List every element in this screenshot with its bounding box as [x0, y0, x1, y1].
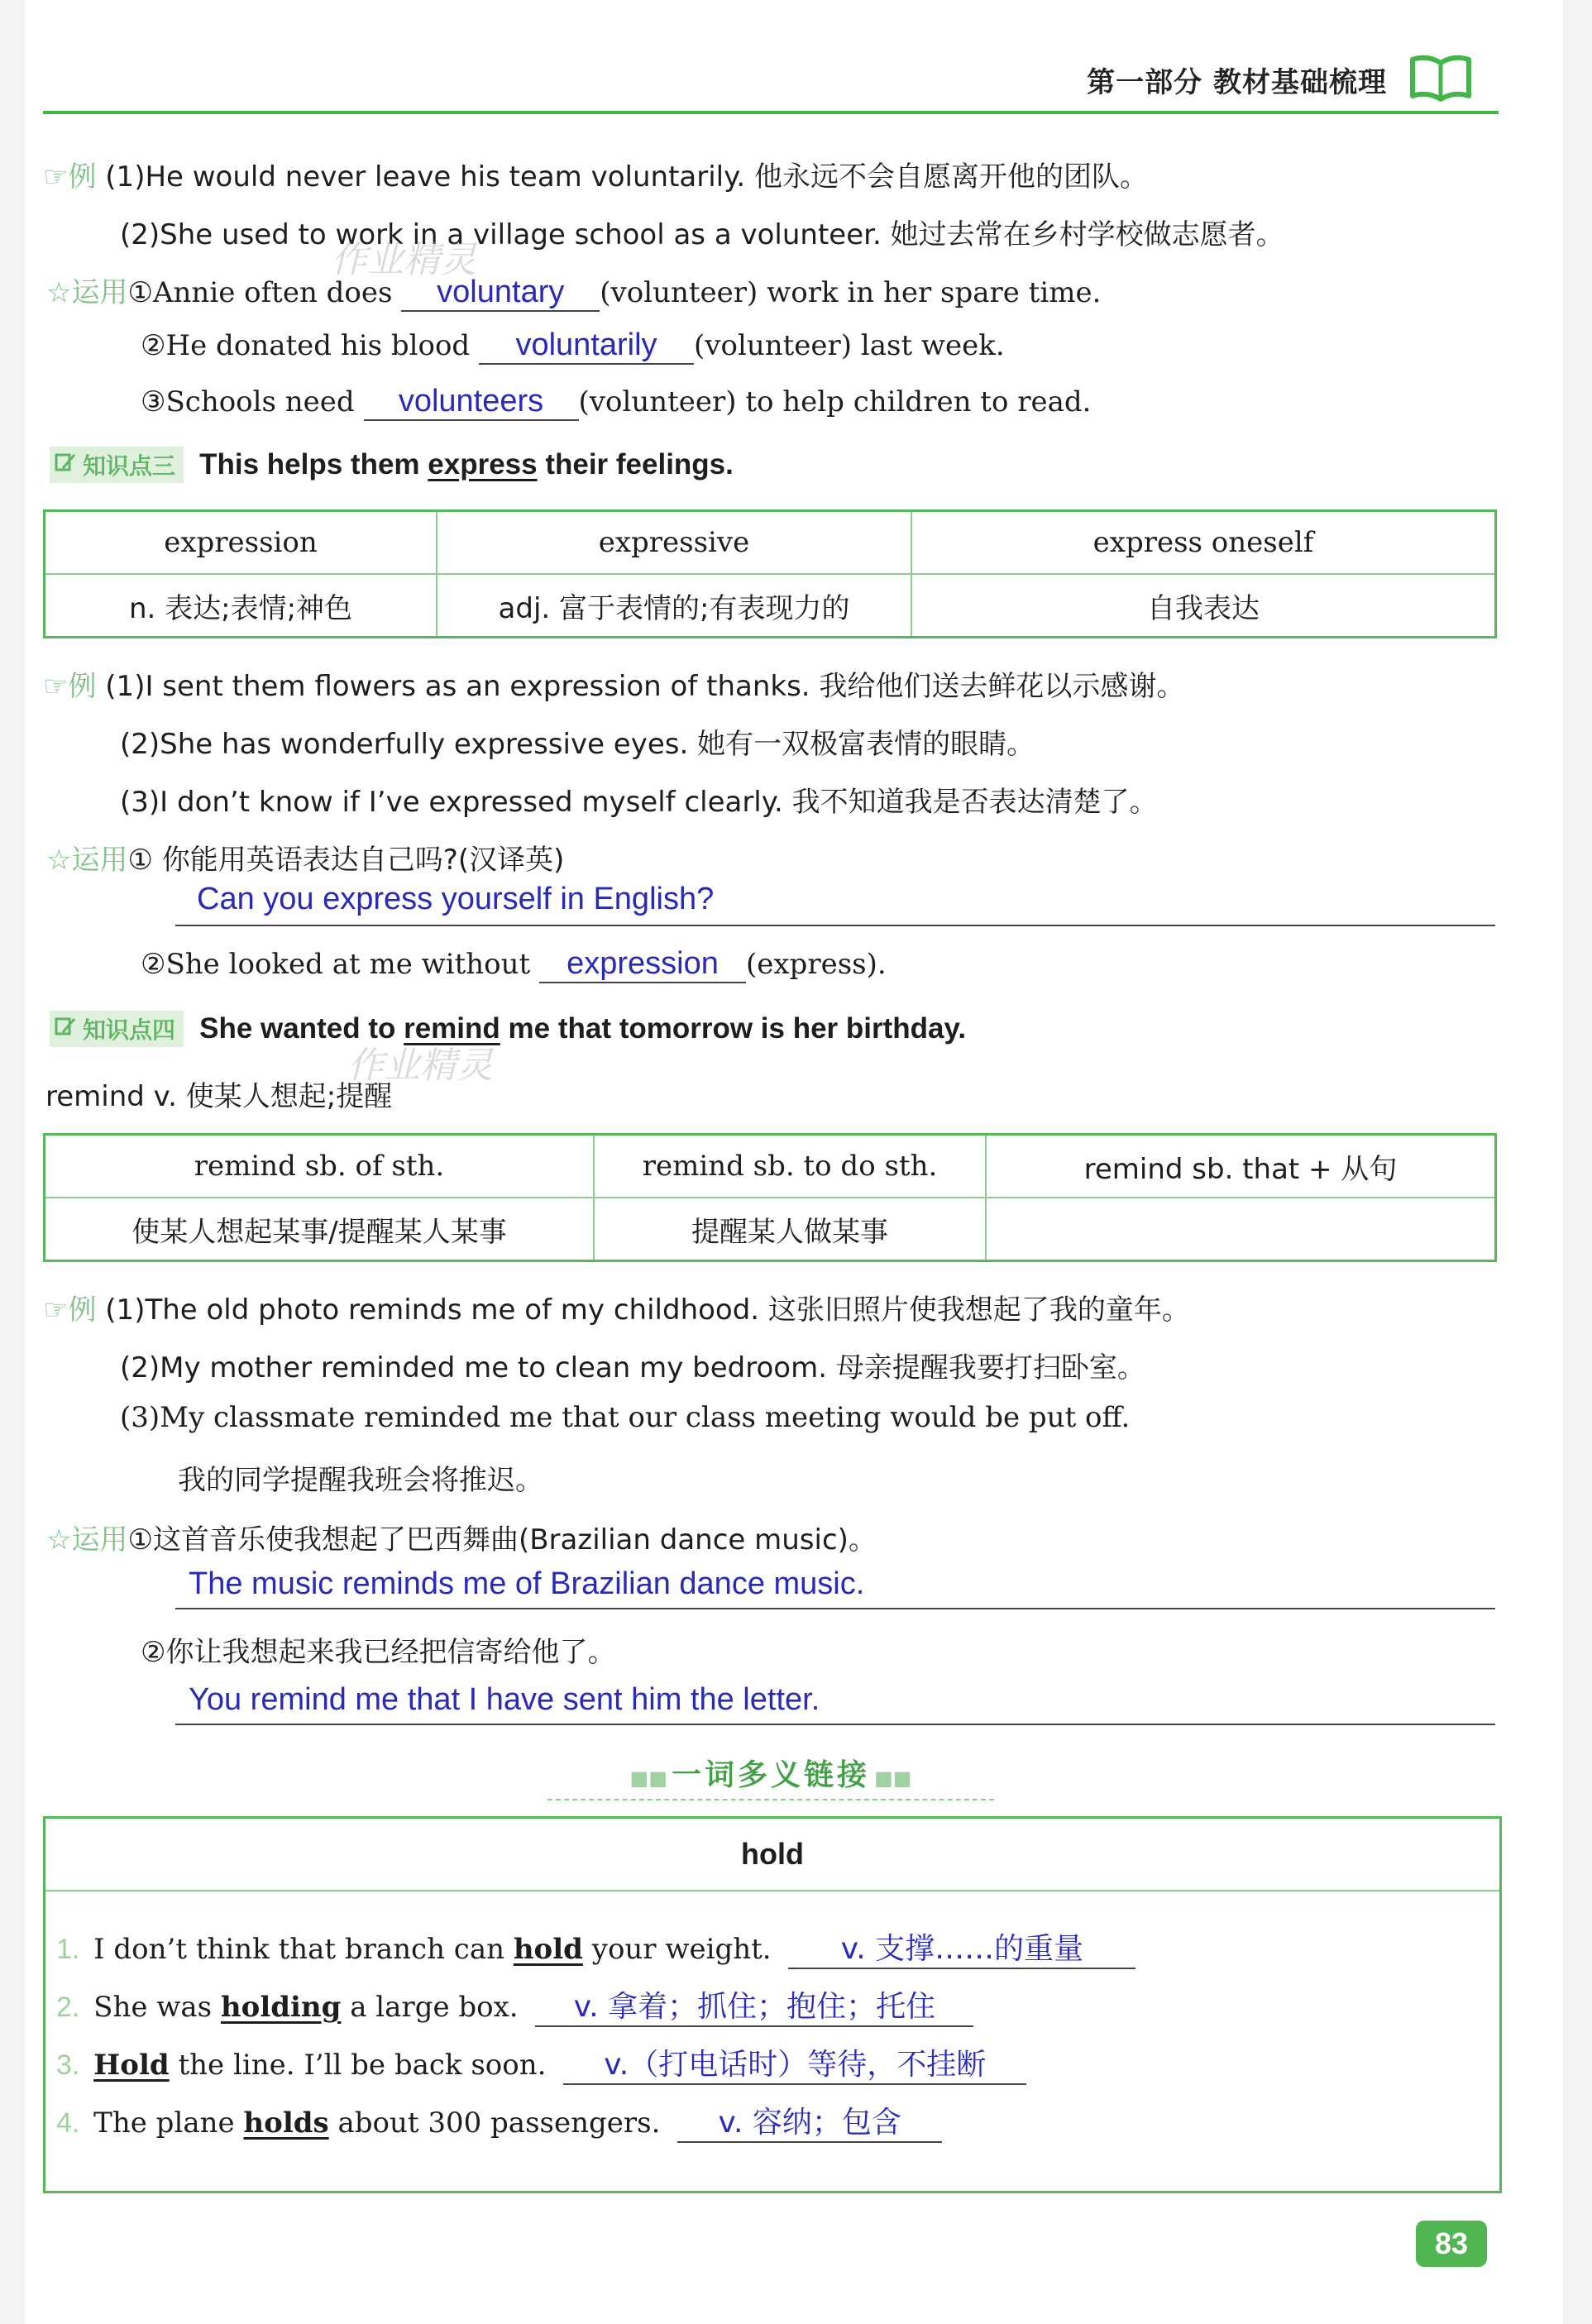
example-row	[43, 1287, 1190, 1327]
example-label: ☞例	[43, 670, 97, 703]
header-rule	[43, 111, 1499, 114]
knowledge-point-heading	[50, 1011, 966, 1047]
table-header-cell: remind sb. of sth.	[45, 1135, 595, 1198]
item-text: She was	[93, 1991, 221, 2024]
answer-blank[interactable]	[401, 275, 600, 312]
practice-suffix: (volunteer) to help children to read.	[578, 385, 1092, 418]
key-sentence-part: me that tomorrow is her birthday.	[500, 1012, 967, 1045]
item-text: the line. I’ll be back soon.	[169, 2049, 547, 2082]
answer-text: Can you express yourself in English?	[197, 882, 715, 916]
example-row	[43, 663, 1184, 704]
item-text: about 300 passengers.	[328, 2106, 661, 2140]
table-header-cell: express oneself	[911, 511, 1496, 575]
answer-blank[interactable]	[563, 2041, 1026, 2085]
watermark: 作业精灵	[331, 239, 476, 281]
answer-blank[interactable]	[535, 1983, 973, 2027]
list-item	[56, 2041, 1026, 2085]
practice-row	[46, 1517, 877, 1557]
practice-row	[46, 270, 1101, 312]
item-text: I don’t think that branch can	[93, 1933, 514, 1966]
practice-prompt: ③Schools need	[141, 385, 355, 418]
title-decoration: ■■	[629, 1767, 667, 1790]
table-cell: 提醒某人做某事	[594, 1198, 986, 1261]
example-sentence: (2)She used to work in a village school as a volunteer. 她过去常在乡村学校做志愿者。	[120, 218, 1284, 251]
item-text: The plane	[93, 2106, 244, 2140]
answer-text: You remind me that I have sent him the letter.	[189, 1682, 820, 1717]
polysemy-word: hold	[45, 1819, 1499, 1891]
key-sentence-part: their feelings.	[537, 448, 734, 481]
practice-prompt: ① 你能用英语表达自己吗?(汉译英)	[127, 844, 565, 877]
practice-prompt: ①这首音乐使我想起了巴西舞曲(Brazilian dance music)。	[127, 1523, 877, 1557]
answer-text: expression	[567, 946, 719, 981]
answer-text: voluntary	[437, 275, 565, 309]
answer-line[interactable]	[175, 1724, 1495, 1725]
page-header	[43, 40, 1499, 114]
title-underline	[547, 1799, 994, 1800]
table-cell: 使某人想起某事/提醒某人某事	[45, 1198, 595, 1261]
example-sentence: (2)She has wonderfully expressive eyes. 她有一双极富表情的眼睛。	[120, 728, 1035, 761]
key-sentence-part: This helps them	[199, 448, 428, 481]
list-item	[56, 2099, 942, 2143]
key-word: remind	[404, 1012, 500, 1045]
practice-prompt: ②She looked at me without	[141, 948, 531, 981]
table-cell: 自我表达	[911, 574, 1496, 638]
answer-blank[interactable]	[479, 328, 694, 365]
answer-text: v.（打电话时）等待，不挂断	[604, 2048, 987, 2082]
list-item	[56, 1983, 973, 2027]
table-cell: n. 表达;表情;神色	[45, 574, 437, 638]
example-sentence: (3)My classmate reminded me that our class meeting would be put off.	[120, 1401, 1131, 1434]
knowledge-point-heading	[50, 447, 734, 483]
table-cell: adj. 富于表情的;有表现力的	[437, 574, 911, 638]
key-sentence-part: She wanted to	[199, 1012, 404, 1045]
table-cell	[986, 1198, 1496, 1261]
knowledge-point-tag	[50, 1011, 184, 1047]
answer-text: voluntarily	[515, 328, 657, 362]
practice-prompt: ②He donated his blood	[141, 329, 471, 362]
section-title: 第一部分 教材基础梳理	[1087, 66, 1387, 99]
answer-blank[interactable]	[788, 1925, 1135, 1969]
practice-row	[141, 946, 887, 983]
item-number: 2.	[56, 1992, 80, 2023]
practice-suffix: (volunteer) last week.	[694, 329, 1005, 362]
answer-text: v. 拿着；抓住；抱住；托住	[573, 1990, 936, 2024]
key-word: Hold	[93, 2049, 170, 2082]
knowledge-point-tag-label: 知识点三	[83, 452, 176, 480]
example-sentence: (1)The old photo reminds me of my childhood. 这张旧照片使我想起了我的童年。	[105, 1294, 1190, 1327]
practice-suffix: (volunteer) work in her spare time.	[600, 276, 1102, 309]
answer-line[interactable]	[175, 925, 1495, 926]
answer-text: v. 容纳；包含	[718, 2106, 901, 2140]
item-text: a large box.	[341, 1991, 519, 2024]
definition-text: remind v. 使某人想起;提醒	[45, 1080, 393, 1113]
example-label: ☞例	[43, 1294, 97, 1327]
practice-row	[46, 837, 564, 877]
practice-prompt: ①Annie often does	[127, 276, 393, 309]
item-number: 4.	[56, 2107, 80, 2139]
table-header-cell: expressive	[437, 511, 911, 575]
answer-blank[interactable]	[539, 946, 746, 983]
polysemy-title-text: 一词多义链接	[671, 1758, 870, 1792]
title-decoration: ■■	[874, 1767, 912, 1790]
key-word: holding	[220, 1991, 342, 2024]
word-family-table	[43, 509, 1497, 638]
key-word: express	[428, 448, 538, 481]
table-header-cell: remind sb. that + 从句	[986, 1135, 1496, 1198]
table-header-cell: expression	[45, 511, 437, 575]
answer-line[interactable]	[175, 1608, 1495, 1609]
table-header-cell: remind sb. to do sth.	[594, 1135, 986, 1198]
answer-text: v. 支撑……的重量	[840, 1932, 1084, 1966]
page-number: 83	[1416, 2221, 1487, 2267]
answer-blank[interactable]	[364, 384, 579, 421]
practice-label: ☆运用	[46, 1523, 128, 1557]
example-sentence: (1)He would never leave his team voluntarily. 他永远不会自愿离开他的团队。	[105, 160, 1149, 194]
pencil-note-icon	[55, 452, 76, 473]
example-row	[43, 154, 1148, 194]
example-sentence: (1)I sent them flowers as an expression of thanks. 我给他们送去鲜花以示感谢。	[105, 670, 1185, 703]
practice-label: ☆运用	[46, 276, 128, 309]
answer-blank[interactable]	[677, 2099, 942, 2143]
key-word: hold	[513, 1933, 583, 1966]
pencil-note-icon	[55, 1016, 76, 1037]
usage-table	[43, 1133, 1497, 1262]
polysemy-title	[547, 1752, 994, 1800]
answer-text: The music reminds me of Brazilian dance music.	[189, 1566, 865, 1601]
key-sentence	[199, 448, 734, 481]
example-sentence: (2)My mother reminded me to clean my bedroom. 母亲提醒我要打扫卧室。	[120, 1351, 1145, 1384]
practice-label: ☆运用	[46, 844, 128, 877]
watermark: 作业精灵	[347, 1045, 493, 1087]
example-translation: 我的同学提醒我班会将推迟。	[178, 1464, 543, 1497]
answer-text: volunteers	[398, 384, 544, 418]
practice-suffix: (express).	[746, 948, 887, 981]
example-sentence: (3)I don’t know if I’ve expressed myself clearly. 我不知道我是否表达清楚了。	[120, 786, 1158, 819]
practice-prompt: ②你让我想起来我已经把信寄给他了。	[141, 1636, 616, 1669]
knowledge-point-tag	[50, 447, 184, 483]
list-item	[56, 1925, 1135, 1969]
item-number: 1.	[56, 1934, 80, 1965]
practice-row	[141, 384, 1091, 421]
item-number: 3.	[56, 2049, 80, 2081]
knowledge-point-tag-label: 知识点四	[83, 1016, 176, 1044]
item-text: your weight.	[582, 1933, 772, 1966]
practice-row	[141, 328, 1005, 365]
book-open-icon	[1408, 51, 1474, 104]
key-word: holds	[243, 2106, 329, 2140]
key-sentence	[199, 1012, 966, 1045]
example-label: ☞例	[43, 160, 97, 194]
